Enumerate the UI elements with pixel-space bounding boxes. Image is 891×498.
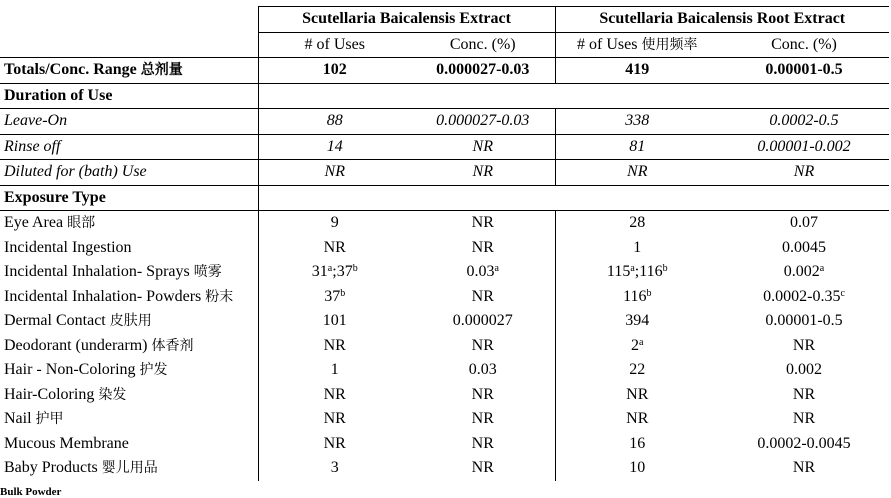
section-duration-label: Duration of Use — [0, 83, 258, 109]
extract-conc-cell: 0.03 — [468, 361, 497, 379]
root-conc-cell: NR — [792, 410, 816, 428]
extract-uses-cell: 37$^b$ — [258, 285, 411, 310]
root-conc-cell: NR — [719, 160, 889, 186]
root-uses-cell: 81 — [555, 134, 719, 160]
totals-label: Totals/Conc. Range 总剂量 — [0, 58, 258, 84]
root-conc-cell: 0.0002-0.0045 — [757, 434, 851, 452]
extract-uses-cell: 1 — [258, 358, 411, 383]
extract-uses-cell: 88 — [258, 109, 411, 135]
section-exposure-label: Exposure Type — [0, 185, 258, 211]
extract-conc-cell: NR — [411, 160, 555, 186]
table-row — [0, 211, 889, 236]
header-row-titles — [0, 7, 889, 33]
table-row — [0, 236, 889, 261]
table-row — [0, 285, 889, 310]
root-conc-cell: 0.00001-0.002 — [719, 134, 889, 160]
extract-uses-cell: 3 — [258, 456, 411, 481]
root-uses-cell: 10 — [555, 456, 719, 481]
root-uses-cell: NR — [555, 407, 719, 432]
extract-conc-cell: NR — [471, 287, 494, 305]
row-label: Baby Products 婴儿用品 — [4, 459, 158, 477]
row-label: Dermal Contact 皮肤用 — [4, 312, 152, 330]
root-conc-cell: 0.00001-0.5 — [765, 312, 843, 330]
root-uses-cell: 338 — [555, 109, 719, 135]
root-conc-cell: 0.002 — [786, 361, 823, 379]
root-conc-cell: NR — [792, 385, 816, 403]
extract-conc-cell: 0.000027-0.03 — [411, 109, 555, 135]
extract-uses-cell: NR — [258, 407, 411, 432]
row-label: Hair-Coloring 染发 — [4, 385, 127, 403]
totals-extract-conc: 0.000027-0.03 — [411, 58, 555, 84]
root-conc-cell: 0.0045 — [782, 238, 827, 256]
root-extract-column-title: Scutellaria Baicalensis Root Extract — [555, 7, 889, 33]
section-duration-row — [0, 83, 889, 109]
root-uses-cell: 1 — [555, 236, 719, 261]
extract-column-title: Scutellaria Baicalensis Extract — [258, 7, 555, 33]
root-conc-cell: 0.0002-0.35$^c$ — [763, 287, 845, 305]
table-row — [0, 309, 889, 334]
root-uses-cell: NR — [555, 383, 719, 408]
extract-uses-cell: NR — [258, 334, 411, 359]
extract-uses-header: # of Uses — [258, 32, 411, 58]
root-conc-cell: 0.002$^a$ — [783, 263, 825, 281]
extract-uses-cell: NR — [258, 160, 411, 186]
extract-conc-cell: NR — [471, 410, 494, 428]
header-row-subtitles — [0, 32, 889, 58]
extract-uses-cell: 9 — [258, 211, 411, 236]
extract-conc-cell: NR — [471, 336, 494, 354]
row-label: Nail 护甲 — [4, 410, 64, 428]
extract-conc-cell: NR — [471, 238, 494, 256]
root-uses-cell: 28 — [555, 211, 719, 236]
extract-uses-cell: NR — [258, 432, 411, 457]
extract-conc-cell: NR — [411, 134, 555, 160]
root-uses-header: # of Uses 使用频率 — [555, 32, 719, 58]
root-conc-cell: NR — [792, 336, 816, 354]
extract-conc-cell: 0.03$^a$ — [466, 263, 499, 281]
root-uses-cell: 115$^a$;116$^b$ — [555, 260, 719, 285]
row-label: Rinse off — [0, 134, 258, 160]
row-label: Eye Area 眼部 — [4, 214, 96, 232]
table-row — [0, 456, 889, 481]
totals-extract-uses: 102 — [258, 58, 411, 84]
extract-uses-cell: 101 — [258, 309, 411, 334]
footer-text: Bulk Powder — [0, 486, 62, 498]
ingredient-use-table — [0, 6, 889, 481]
table-row — [0, 432, 889, 457]
extract-conc-cell: NR — [471, 434, 494, 452]
root-conc-header: Conc. (%) — [719, 32, 889, 58]
root-uses-cell: 2$^a$ — [555, 334, 719, 359]
table-row — [0, 109, 889, 135]
root-conc-cell: 0.0002-0.5 — [719, 109, 889, 135]
table-row — [0, 134, 889, 160]
root-conc-cell: NR — [792, 459, 816, 477]
row-label: Mucous Membrane — [4, 434, 129, 452]
row-label: Hair - Non-Coloring 护发 — [4, 361, 168, 379]
root-conc-cell: 0.07 — [790, 214, 819, 232]
extract-uses-cell: 31$^a$;37$^b$ — [258, 260, 411, 285]
extract-uses-cell: NR — [258, 236, 411, 261]
root-uses-cell: 16 — [555, 432, 719, 457]
root-uses-cell: NR — [555, 160, 719, 186]
table-row — [0, 358, 889, 383]
extract-uses-cell: 14 — [258, 134, 411, 160]
row-label: Incidental Ingestion — [4, 238, 132, 256]
row-label: Diluted for (bath) Use — [0, 160, 258, 186]
extract-conc-header: Conc. (%) — [411, 32, 555, 58]
extract-conc-cell: NR — [471, 385, 494, 403]
table-row — [0, 160, 889, 186]
extract-conc-cell: NR — [471, 214, 494, 232]
root-uses-cell: 116$^b$ — [555, 285, 719, 310]
row-label: Incidental Inhalation- Sprays 喷雾 — [4, 263, 222, 281]
totals-row — [0, 58, 889, 84]
totals-root-uses: 419 — [555, 58, 719, 84]
extract-conc-cell: NR — [471, 459, 494, 477]
root-uses-cell: 394 — [555, 309, 719, 334]
row-label: Incidental Inhalation- Powders 粉末 — [4, 287, 234, 305]
totals-root-conc: 0.00001-0.5 — [719, 58, 889, 84]
extract-uses-cell: NR — [258, 383, 411, 408]
table-row — [0, 334, 889, 359]
root-uses-cell: 22 — [555, 358, 719, 383]
table-row — [0, 260, 889, 285]
section-exposure-row — [0, 185, 889, 211]
row-label: Leave-On — [0, 109, 258, 135]
table-row — [0, 407, 889, 432]
extract-conc-cell: 0.000027 — [452, 312, 513, 330]
table-row — [0, 383, 889, 408]
row-label: Deodorant (underarm) 体香剂 — [4, 336, 194, 354]
